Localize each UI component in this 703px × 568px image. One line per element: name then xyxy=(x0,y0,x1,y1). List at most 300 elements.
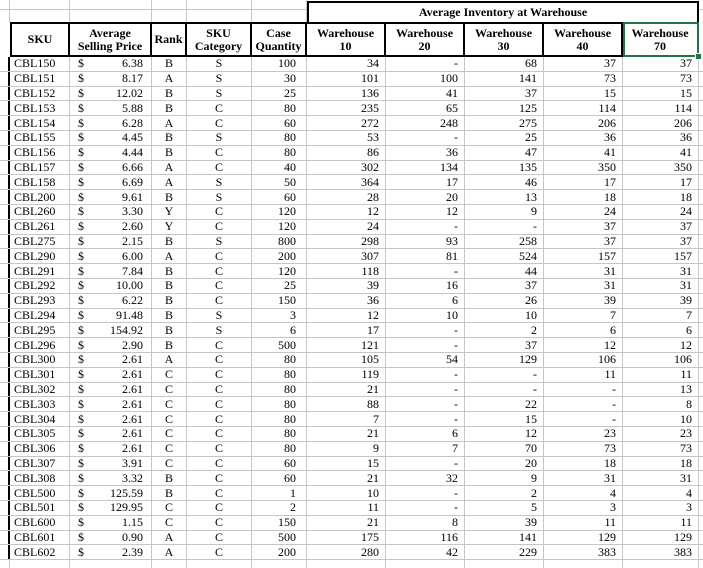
cell-sku-category[interactable]: C xyxy=(187,205,252,219)
cell-case-quantity[interactable]: 60 xyxy=(252,190,307,204)
cell-w40[interactable]: 3 xyxy=(544,501,623,515)
cell-w10[interactable]: 11 xyxy=(307,501,386,515)
cell-w70[interactable]: 4 xyxy=(623,486,699,500)
cell-w10[interactable]: 235 xyxy=(307,101,386,115)
cell-w70[interactable]: 106 xyxy=(623,353,699,367)
cell-w40[interactable]: 31 xyxy=(544,279,623,293)
cell-rank[interactable]: C xyxy=(152,442,187,456)
cell-w10[interactable]: 298 xyxy=(307,235,386,249)
cell-w40[interactable]: 11 xyxy=(544,516,623,530)
cell-case-quantity[interactable]: 100 xyxy=(252,57,307,71)
cell-sku-category[interactable]: S xyxy=(187,72,252,86)
cell-w20[interactable]: 36 xyxy=(386,146,465,160)
cell-w10[interactable]: 175 xyxy=(307,531,386,545)
cell-sku[interactable]: CBL200 xyxy=(10,190,70,204)
cell-w70[interactable]: 36 xyxy=(623,131,699,145)
cell-sku[interactable]: CBL600 xyxy=(10,516,70,530)
cell-w10[interactable]: 21 xyxy=(307,383,386,397)
cell-case-quantity[interactable]: 30 xyxy=(252,72,307,86)
cell-price[interactable] xyxy=(70,353,152,367)
cell-w40[interactable]: 18 xyxy=(544,190,623,204)
grid-cell[interactable] xyxy=(252,10,307,22)
cell-rank[interactable]: C xyxy=(152,412,187,426)
cell-w70[interactable]: 129 xyxy=(623,531,699,545)
cell-w70[interactable]: 206 xyxy=(623,116,699,130)
cell-w40[interactable]: 24 xyxy=(544,205,623,219)
cell-w20[interactable]: - xyxy=(386,220,465,234)
cell-sku[interactable]: CBL305 xyxy=(10,427,70,441)
cell-sku-category[interactable]: S xyxy=(187,309,252,323)
cell-sku-category[interactable]: C xyxy=(187,545,252,559)
cell-sku[interactable]: CBL275 xyxy=(10,235,70,249)
grid-cell[interactable] xyxy=(152,0,187,9)
cell-w10[interactable]: 12 xyxy=(307,205,386,219)
cell-price[interactable] xyxy=(70,57,152,71)
cell-sku[interactable]: CBL304 xyxy=(10,412,70,426)
column-header-sku-category[interactable] xyxy=(187,22,252,57)
cell-w20[interactable]: - xyxy=(386,323,465,337)
cell-rank[interactable]: B xyxy=(152,235,187,249)
cell-price[interactable] xyxy=(70,72,152,86)
cell-w30[interactable]: 275 xyxy=(465,116,544,130)
cell-rank[interactable]: B xyxy=(152,279,187,293)
cell-w30[interactable]: 46 xyxy=(465,175,544,189)
cell-case-quantity[interactable]: 80 xyxy=(252,146,307,160)
cell-case-quantity[interactable]: 800 xyxy=(252,235,307,249)
cell-w40[interactable]: 12 xyxy=(544,338,623,352)
cell-w30[interactable]: 9 xyxy=(465,205,544,219)
grid-cell[interactable] xyxy=(0,560,10,568)
grid-cell[interactable] xyxy=(386,560,465,568)
cell-sku-category[interactable]: C xyxy=(187,442,252,456)
grid-cell[interactable] xyxy=(252,560,307,568)
cell-w30[interactable]: 12 xyxy=(465,427,544,441)
cell-w20[interactable]: 100 xyxy=(386,72,465,86)
cell-w30[interactable]: 22 xyxy=(465,397,544,411)
cell-rank[interactable]: A xyxy=(152,161,187,175)
cell-w30[interactable]: 44 xyxy=(465,264,544,278)
cell-rank[interactable]: B xyxy=(152,57,187,71)
cell-price[interactable] xyxy=(70,501,152,515)
grid-cell[interactable] xyxy=(0,0,10,9)
cell-sku[interactable]: CBL501 xyxy=(10,501,70,515)
cell-w70[interactable]: 12 xyxy=(623,338,699,352)
cell-w70[interactable]: 18 xyxy=(623,190,699,204)
cell-w70[interactable]: 73 xyxy=(623,72,699,86)
cell-w70[interactable]: 157 xyxy=(623,249,699,263)
cell-price[interactable] xyxy=(70,412,152,426)
cell-w20[interactable]: - xyxy=(386,501,465,515)
cell-sku[interactable]: CBL601 xyxy=(10,531,70,545)
cell-sku[interactable]: CBL156 xyxy=(10,146,70,160)
cell-w70[interactable]: 31 xyxy=(623,471,699,485)
cell-w20[interactable]: 20 xyxy=(386,190,465,204)
cell-w10[interactable]: 86 xyxy=(307,146,386,160)
cell-w40[interactable]: 41 xyxy=(544,146,623,160)
cell-w70[interactable]: 114 xyxy=(623,101,699,115)
cell-w40[interactable]: 31 xyxy=(544,471,623,485)
cell-sku[interactable]: CBL152 xyxy=(10,87,70,101)
cell-sku-category[interactable]: C xyxy=(187,220,252,234)
cell-w20[interactable]: 7 xyxy=(386,442,465,456)
cell-price[interactable] xyxy=(70,264,152,278)
grid-cell[interactable] xyxy=(187,10,252,22)
cell-sku-category[interactable]: S xyxy=(187,175,252,189)
cell-w10[interactable]: 272 xyxy=(307,116,386,130)
cell-w40[interactable]: - xyxy=(544,397,623,411)
cell-w30[interactable]: - xyxy=(465,368,544,382)
grid-cell[interactable] xyxy=(187,0,252,9)
cell-w40[interactable]: 106 xyxy=(544,353,623,367)
column-header-average-selling-price[interactable] xyxy=(70,22,152,57)
cell-w30[interactable]: 26 xyxy=(465,294,544,308)
cell-rank[interactable]: C xyxy=(152,383,187,397)
cell-price[interactable] xyxy=(70,397,152,411)
cell-rank[interactable]: C xyxy=(152,501,187,515)
cell-price[interactable] xyxy=(70,116,152,130)
cell-w10[interactable]: 24 xyxy=(307,220,386,234)
cell-w40[interactable]: 18 xyxy=(544,457,623,471)
cell-rank[interactable]: B xyxy=(152,190,187,204)
cell-w30[interactable]: - xyxy=(465,220,544,234)
cell-w20[interactable]: 248 xyxy=(386,116,465,130)
cell-sku-category[interactable]: C xyxy=(187,486,252,500)
cell-sku-category[interactable]: C xyxy=(187,368,252,382)
cell-rank[interactable]: B xyxy=(152,323,187,337)
cell-case-quantity[interactable]: 1 xyxy=(252,486,307,500)
cell-sku-category[interactable]: C xyxy=(187,249,252,263)
cell-w70[interactable]: 17 xyxy=(623,175,699,189)
cell-sku[interactable]: CBL291 xyxy=(10,264,70,278)
cell-w10[interactable]: 21 xyxy=(307,516,386,530)
cell-w20[interactable]: 65 xyxy=(386,101,465,115)
cell-case-quantity[interactable]: 80 xyxy=(252,368,307,382)
group-header-average-inventory[interactable] xyxy=(307,1,699,22)
cell-w20[interactable]: 10 xyxy=(386,309,465,323)
cell-w70[interactable]: 7 xyxy=(623,309,699,323)
grid-cell[interactable] xyxy=(187,560,252,568)
cell-rank[interactable]: Y xyxy=(152,220,187,234)
cell-sku-category[interactable]: S xyxy=(187,190,252,204)
cell-w70[interactable]: 350 xyxy=(623,161,699,175)
cell-sku[interactable]: CBL260 xyxy=(10,205,70,219)
cell-w30[interactable]: 47 xyxy=(465,146,544,160)
cell-w10[interactable]: 7 xyxy=(307,412,386,426)
cell-case-quantity[interactable]: 25 xyxy=(252,87,307,101)
cell-w10[interactable]: 10 xyxy=(307,486,386,500)
cell-w70[interactable]: 11 xyxy=(623,516,699,530)
cell-w40[interactable]: 157 xyxy=(544,249,623,263)
cell-w30[interactable]: 9 xyxy=(465,471,544,485)
cell-w20[interactable]: - xyxy=(386,264,465,278)
cell-w40[interactable]: 114 xyxy=(544,101,623,115)
cell-case-quantity[interactable]: 150 xyxy=(252,516,307,530)
cell-sku-category[interactable]: C xyxy=(187,353,252,367)
cell-sku-category[interactable]: C xyxy=(187,116,252,130)
cell-price[interactable] xyxy=(70,294,152,308)
cell-w30[interactable]: 229 xyxy=(465,545,544,559)
cell-sku[interactable]: CBL307 xyxy=(10,457,70,471)
cell-sku[interactable]: CBL293 xyxy=(10,294,70,308)
cell-price[interactable] xyxy=(70,442,152,456)
cell-case-quantity[interactable]: 80 xyxy=(252,442,307,456)
cell-w20[interactable]: 93 xyxy=(386,235,465,249)
cell-price[interactable] xyxy=(70,309,152,323)
cell-w20[interactable]: 12 xyxy=(386,205,465,219)
cell-price[interactable] xyxy=(70,146,152,160)
cell-rank[interactable]: B xyxy=(152,101,187,115)
cell-sku[interactable]: CBL150 xyxy=(10,57,70,71)
cell-sku-category[interactable]: C xyxy=(187,279,252,293)
grid-cell[interactable] xyxy=(70,10,152,22)
cell-case-quantity[interactable]: 120 xyxy=(252,205,307,219)
cell-case-quantity[interactable]: 200 xyxy=(252,545,307,559)
cell-price[interactable] xyxy=(70,531,152,545)
cell-price[interactable] xyxy=(70,205,152,219)
cell-rank[interactable]: B xyxy=(152,87,187,101)
cell-w40[interactable]: 17 xyxy=(544,175,623,189)
cell-w30[interactable]: 2 xyxy=(465,323,544,337)
cell-w10[interactable]: 121 xyxy=(307,338,386,352)
cell-rank[interactable]: B xyxy=(152,471,187,485)
cell-rank[interactable]: B xyxy=(152,486,187,500)
cell-w30[interactable]: 20 xyxy=(465,457,544,471)
cell-price[interactable] xyxy=(70,516,152,530)
cell-w70[interactable]: 3 xyxy=(623,501,699,515)
cell-w10[interactable]: 15 xyxy=(307,457,386,471)
cell-price[interactable] xyxy=(70,235,152,249)
cell-w30[interactable]: 39 xyxy=(465,516,544,530)
cell-sku-category[interactable]: C xyxy=(187,383,252,397)
cell-sku[interactable]: CBL154 xyxy=(10,116,70,130)
cell-w70[interactable]: 15 xyxy=(623,87,699,101)
grid-cell[interactable] xyxy=(252,0,307,9)
cell-sku-category[interactable]: C xyxy=(187,501,252,515)
cell-rank[interactable]: B xyxy=(152,294,187,308)
cell-case-quantity[interactable]: 500 xyxy=(252,531,307,545)
grid-cell[interactable] xyxy=(0,10,10,22)
cell-case-quantity[interactable]: 80 xyxy=(252,397,307,411)
cell-w20[interactable]: 54 xyxy=(386,353,465,367)
cell-w20[interactable]: - xyxy=(386,368,465,382)
cell-case-quantity[interactable]: 25 xyxy=(252,279,307,293)
cell-w20[interactable]: 6 xyxy=(386,427,465,441)
cell-rank[interactable]: A xyxy=(152,353,187,367)
cell-sku[interactable]: CBL308 xyxy=(10,471,70,485)
cell-w40[interactable]: 37 xyxy=(544,235,623,249)
cell-sku[interactable]: CBL302 xyxy=(10,383,70,397)
cell-case-quantity[interactable]: 80 xyxy=(252,427,307,441)
cell-w70[interactable]: 24 xyxy=(623,205,699,219)
cell-w30[interactable]: 37 xyxy=(465,279,544,293)
cell-w70[interactable]: 8 xyxy=(623,397,699,411)
cell-w10[interactable]: 17 xyxy=(307,323,386,337)
cell-w30[interactable]: 5 xyxy=(465,501,544,515)
cell-case-quantity[interactable]: 80 xyxy=(252,383,307,397)
cell-w70[interactable]: 23 xyxy=(623,427,699,441)
cell-w30[interactable]: 135 xyxy=(465,161,544,175)
cell-w70[interactable]: 37 xyxy=(623,220,699,234)
cell-w20[interactable]: 116 xyxy=(386,531,465,545)
cell-w20[interactable]: - xyxy=(386,397,465,411)
cell-w10[interactable]: 105 xyxy=(307,353,386,367)
column-header-sku[interactable] xyxy=(10,22,70,57)
cell-w30[interactable]: 258 xyxy=(465,235,544,249)
cell-rank[interactable]: C xyxy=(152,516,187,530)
cell-rank[interactable]: A xyxy=(152,116,187,130)
cell-w30[interactable]: - xyxy=(465,383,544,397)
cell-w70[interactable]: 6 xyxy=(623,323,699,337)
cell-w10[interactable]: 21 xyxy=(307,471,386,485)
cell-case-quantity[interactable]: 60 xyxy=(252,457,307,471)
cell-sku[interactable]: CBL300 xyxy=(10,353,70,367)
cell-case-quantity[interactable]: 500 xyxy=(252,338,307,352)
cell-w70[interactable]: 18 xyxy=(623,457,699,471)
cell-w10[interactable]: 12 xyxy=(307,309,386,323)
cell-case-quantity[interactable]: 80 xyxy=(252,353,307,367)
cell-w20[interactable]: - xyxy=(386,131,465,145)
cell-w40[interactable]: 15 xyxy=(544,87,623,101)
column-header-case-quantity[interactable] xyxy=(252,22,307,57)
cell-w30[interactable]: 2 xyxy=(465,486,544,500)
column-header-rank[interactable] xyxy=(152,22,187,57)
cell-w20[interactable]: - xyxy=(386,486,465,500)
cell-price[interactable] xyxy=(70,323,152,337)
cell-sku-category[interactable]: C xyxy=(187,531,252,545)
cell-w70[interactable]: 383 xyxy=(623,545,699,559)
cell-rank[interactable]: C xyxy=(152,457,187,471)
cell-price[interactable] xyxy=(70,471,152,485)
cell-price[interactable] xyxy=(70,368,152,382)
cell-sku-category[interactable]: C xyxy=(187,471,252,485)
cell-w40[interactable]: 31 xyxy=(544,264,623,278)
cell-case-quantity[interactable]: 80 xyxy=(252,131,307,145)
cell-w10[interactable]: 39 xyxy=(307,279,386,293)
cell-rank[interactable]: A xyxy=(152,545,187,559)
cell-w10[interactable]: 364 xyxy=(307,175,386,189)
cell-rank[interactable]: B xyxy=(152,146,187,160)
cell-w20[interactable]: 6 xyxy=(386,294,465,308)
column-header-warehouse-40[interactable] xyxy=(544,22,623,57)
cell-case-quantity[interactable]: 120 xyxy=(252,264,307,278)
cell-w70[interactable]: 41 xyxy=(623,146,699,160)
cell-rank[interactable]: A xyxy=(152,249,187,263)
cell-sku-category[interactable]: C xyxy=(187,457,252,471)
cell-w70[interactable]: 37 xyxy=(623,57,699,71)
cell-w10[interactable]: 101 xyxy=(307,72,386,86)
cell-price[interactable] xyxy=(70,175,152,189)
cell-price[interactable] xyxy=(70,131,152,145)
cell-w40[interactable]: 350 xyxy=(544,161,623,175)
cell-w40[interactable]: 37 xyxy=(544,220,623,234)
cell-w10[interactable]: 21 xyxy=(307,427,386,441)
grid-cell[interactable] xyxy=(307,560,386,568)
cell-sku-category[interactable]: S xyxy=(187,87,252,101)
cell-rank[interactable]: B xyxy=(152,309,187,323)
cell-w10[interactable]: 118 xyxy=(307,264,386,278)
cell-sku-category[interactable]: C xyxy=(187,146,252,160)
cell-sku[interactable]: CBL290 xyxy=(10,249,70,263)
cell-case-quantity[interactable]: 3 xyxy=(252,309,307,323)
grid-cell[interactable] xyxy=(10,10,70,22)
cell-rank[interactable]: B xyxy=(152,338,187,352)
cell-case-quantity[interactable]: 40 xyxy=(252,161,307,175)
cell-price[interactable] xyxy=(70,161,152,175)
cell-w30[interactable]: 70 xyxy=(465,442,544,456)
cell-w30[interactable]: 524 xyxy=(465,249,544,263)
cell-sku-category[interactable]: C xyxy=(187,427,252,441)
cell-w10[interactable]: 136 xyxy=(307,87,386,101)
grid-cell[interactable] xyxy=(70,0,152,9)
cell-case-quantity[interactable]: 80 xyxy=(252,101,307,115)
cell-rank[interactable]: Y xyxy=(152,205,187,219)
cell-w70[interactable]: 31 xyxy=(623,264,699,278)
cell-w70[interactable]: 73 xyxy=(623,442,699,456)
cell-case-quantity[interactable]: 120 xyxy=(252,220,307,234)
cell-w70[interactable]: 39 xyxy=(623,294,699,308)
grid-cell[interactable] xyxy=(10,0,70,9)
cell-w10[interactable]: 307 xyxy=(307,249,386,263)
grid-cell[interactable] xyxy=(544,560,623,568)
cell-rank[interactable]: A xyxy=(152,72,187,86)
cell-w70[interactable]: 37 xyxy=(623,235,699,249)
cell-case-quantity[interactable]: 80 xyxy=(252,412,307,426)
cell-w10[interactable]: 9 xyxy=(307,442,386,456)
cell-sku-category[interactable]: S xyxy=(187,57,252,71)
cell-sku-category[interactable]: S xyxy=(187,323,252,337)
cell-rank[interactable]: C xyxy=(152,397,187,411)
cell-sku-category[interactable]: C xyxy=(187,412,252,426)
cell-w30[interactable]: 37 xyxy=(465,87,544,101)
grid-cell[interactable] xyxy=(70,560,152,568)
cell-sku[interactable]: CBL151 xyxy=(10,72,70,86)
grid-cell[interactable] xyxy=(623,560,699,568)
cell-price[interactable] xyxy=(70,87,152,101)
cell-sku[interactable]: CBL157 xyxy=(10,161,70,175)
cell-w30[interactable]: 37 xyxy=(465,338,544,352)
cell-case-quantity[interactable]: 50 xyxy=(252,175,307,189)
cell-w40[interactable]: 39 xyxy=(544,294,623,308)
cell-w40[interactable]: 383 xyxy=(544,545,623,559)
cell-rank[interactable]: C xyxy=(152,368,187,382)
cell-w40[interactable]: 73 xyxy=(544,72,623,86)
cell-w70[interactable]: 13 xyxy=(623,383,699,397)
cell-w30[interactable]: 141 xyxy=(465,531,544,545)
cell-price[interactable] xyxy=(70,249,152,263)
cell-w20[interactable]: - xyxy=(386,57,465,71)
cell-w20[interactable]: 17 xyxy=(386,175,465,189)
cell-w70[interactable]: 11 xyxy=(623,368,699,382)
cell-w20[interactable]: - xyxy=(386,383,465,397)
cell-w30[interactable]: 15 xyxy=(465,412,544,426)
cell-case-quantity[interactable]: 150 xyxy=(252,294,307,308)
cell-w20[interactable]: 81 xyxy=(386,249,465,263)
cell-w10[interactable]: 53 xyxy=(307,131,386,145)
cell-price[interactable] xyxy=(70,338,152,352)
cell-w40[interactable]: 206 xyxy=(544,116,623,130)
cell-w40[interactable]: 6 xyxy=(544,323,623,337)
cell-sku[interactable]: CBL303 xyxy=(10,397,70,411)
column-header-warehouse-70[interactable] xyxy=(623,22,699,57)
cell-rank[interactable]: B xyxy=(152,264,187,278)
column-header-warehouse-30[interactable] xyxy=(465,22,544,57)
cell-w20[interactable]: - xyxy=(386,338,465,352)
cell-w10[interactable]: 88 xyxy=(307,397,386,411)
cell-w70[interactable]: 31 xyxy=(623,279,699,293)
cell-w30[interactable]: 13 xyxy=(465,190,544,204)
cell-w10[interactable]: 280 xyxy=(307,545,386,559)
cell-w10[interactable]: 36 xyxy=(307,294,386,308)
